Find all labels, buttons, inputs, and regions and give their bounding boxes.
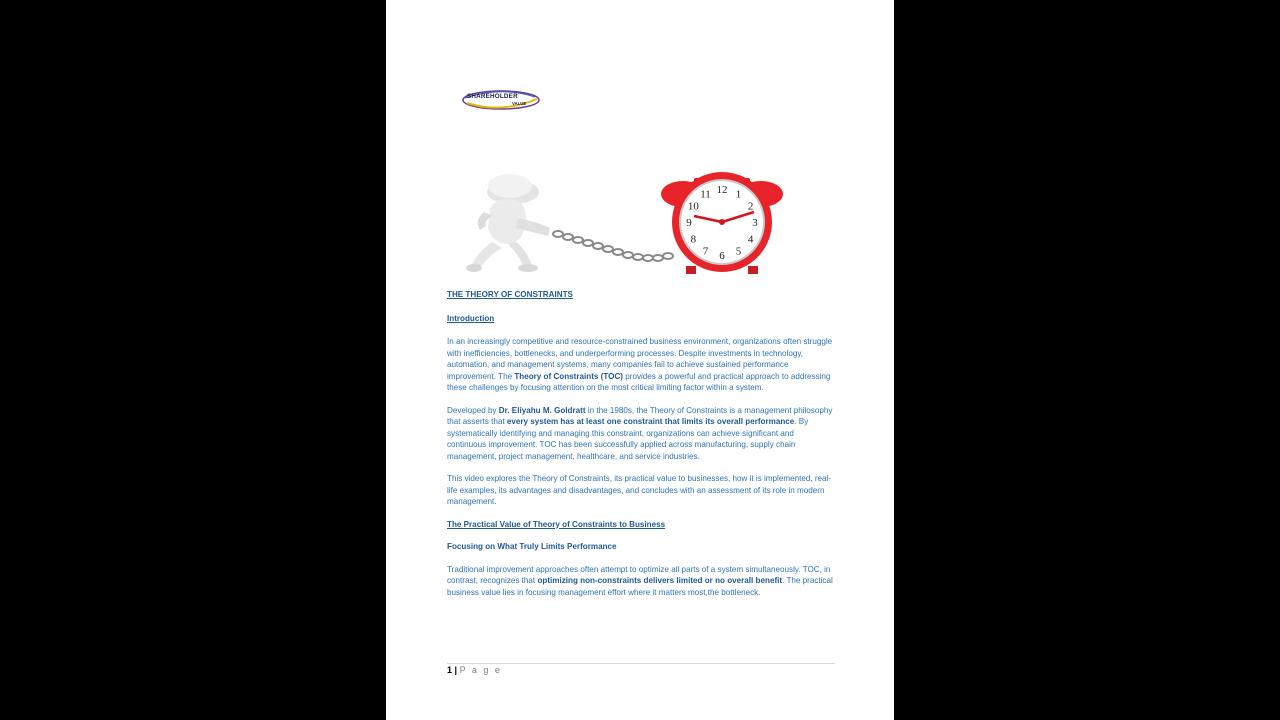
clock-numeral: 1 [735, 188, 742, 201]
clock-numeral: 8 [690, 233, 697, 246]
clock-numeral: 6 [719, 250, 725, 262]
document-page [386, 0, 894, 720]
text-run: . By systematically identifying and managing this constraint, organizations can achieve significant and continuous improvement. TOC has been successfully applied across manufacturing, supply chain management, project management, healthcare, and service industries. [447, 417, 809, 461]
clock-numeral: 7 [702, 245, 709, 258]
bold-text-run: Theory of Constraints (TOC) [514, 371, 623, 381]
subsection-heading: Focusing on What Truly Limits Performance [447, 542, 617, 551]
clock-numeral: 12 [716, 184, 728, 196]
clock-numeral: 10 [687, 200, 699, 213]
bold-text-run: optimizing non-constraints delivers limited or no overall benefit [537, 576, 783, 585]
footer-divider [447, 663, 835, 664]
page-number: 1 [447, 665, 453, 675]
clock-numeral: 5 [735, 245, 742, 258]
logo-text: SHAREHOLDER [467, 93, 518, 100]
alarm-clock-icon [661, 172, 783, 274]
text-run: In an increasingly competitive and resource-constrained business environment, organizations often struggle with inefficiencies, bottlenecks, and underperforming processes. Despite investments in technology, automation, and management systems, many companies fail to achieve sustained performance improvement. The [447, 337, 833, 381]
document-body [447, 289, 835, 598]
intro-paragraph-3: This video explores the Theory of Constraints, its practical value to businesses, how it is implemented, real-life examples, its advantages and disadvantages, and concludes with an assessment of its role in modern management. [447, 474, 832, 506]
text-run: provides a powerful and practical approach to addressing these challenges by focusing attention on the most critical limiting factor within a system. [447, 371, 831, 392]
clock-numeral: 11 [700, 188, 711, 201]
clock-numeral: 4 [747, 233, 754, 246]
intro-paragraph-2 [447, 405, 835, 463]
figure-icon [466, 174, 550, 272]
intro-paragraph-1 [447, 336, 835, 394]
logo-subtext: VALUE [512, 101, 527, 106]
introduction-heading: Introduction [447, 313, 495, 323]
section-paragraph-1 [447, 564, 835, 599]
clock-numeral: 3 [752, 217, 758, 229]
text-run: Developed by [447, 405, 499, 415]
document-title: THE THEORY OF CONSTRAINTS [447, 290, 573, 299]
clock-numeral: 9 [686, 217, 692, 229]
text-run: . The practical business value lies in focusing management effort where it matters most,the bottleneck. [447, 576, 833, 597]
chain-icon [553, 231, 673, 261]
shareholder-value-logo [461, 88, 541, 112]
page-label: P a g e [459, 665, 502, 675]
text-run: Traditional improvement approaches often attempt to optimize all parts of a system simultaneously. TOC, in contrast, recognizes that [447, 564, 831, 585]
clock-numeral: 2 [747, 200, 754, 213]
section-heading: The Practical Value of Theory of Constraints to Business [447, 519, 666, 529]
page-separator: | [454, 665, 458, 675]
bold-text-run: Dr. Eliyahu M. Goldratt [498, 405, 586, 415]
bold-text-run: every system has at least one constraint that limits its overall performance [506, 417, 795, 426]
page-footer [447, 665, 502, 675]
text-run: in the 1980s, the Theory of Constraints is a management philosophy that asserts that [447, 405, 833, 426]
chained-clock-illustration [458, 168, 818, 286]
